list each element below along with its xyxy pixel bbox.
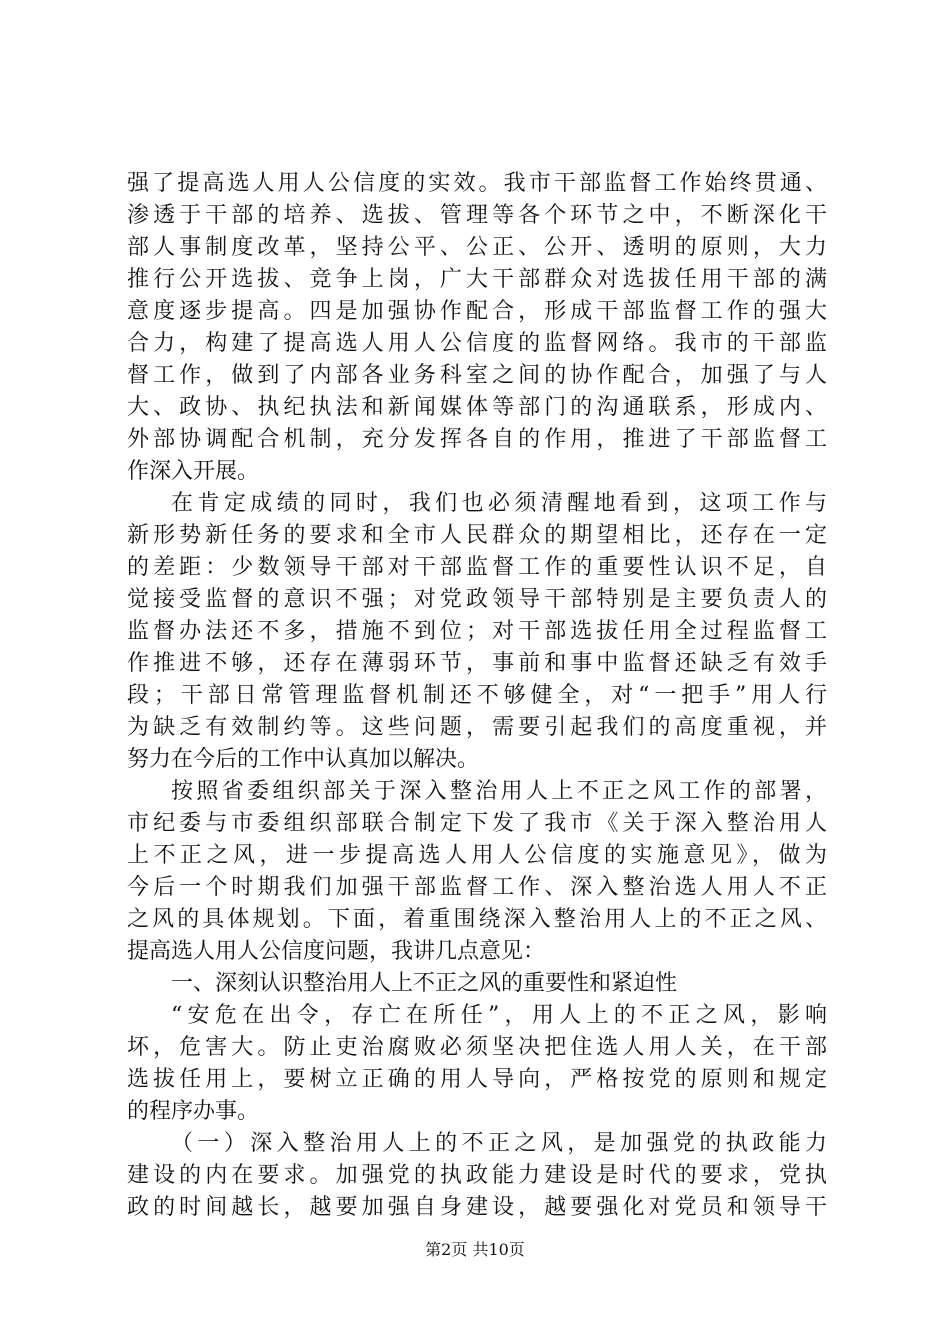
text-line: 渗透于干部的培养、选拔、管理等各个环节之中，不断深化干 <box>127 203 827 228</box>
text-line: 作推进不够，还存在薄弱环节，事前和事中监督还缺乏有效手 <box>127 651 827 676</box>
text-line: 市纪委与市委组织部联合制定下发了我市《关于深入整治用人 <box>127 811 827 836</box>
section-heading: 一、深刻认识整治用人上不正之风的重要性和紧迫性 <box>171 971 678 996</box>
text-line: 的差距：少数领导干部对干部监督工作的重要性认识不足，自 <box>127 555 827 580</box>
text-line: 政的时间越长，越要加强自身建设，越要强化对党员和领导干 <box>127 1195 827 1220</box>
text-line: 之风的具体规划。下面，着重围绕深入整治用人上的不正之风、 <box>127 907 827 932</box>
text-line: 大、政协、执纪执法和新闻媒体等部门的沟通联系，形成内、 <box>127 395 827 420</box>
text-line: “安危在出令，存亡在所任”，用人上的不正之风，影响 <box>171 1003 827 1028</box>
text-line: 段；干部日常管理监督机制还不够健全，对“一把手”用人行 <box>127 683 827 708</box>
text-line: 为缺乏有效制约等。这些问题，需要引起我们的高度重视，并 <box>127 715 827 740</box>
text-line: 新形势新任务的要求和全市人民群众的期望相比，还存在一定 <box>127 523 827 548</box>
text-line: 督工作，做到了内部各业务科室之间的协作配合，加强了与人 <box>127 363 827 388</box>
text-line: 坏，危害大。防止吏治腐败必须坚决把住选人用人关，在干部 <box>127 1035 827 1060</box>
text-line: 强了提高选人用人公信度的实效。我市干部监督工作始终贯通、 <box>127 171 827 196</box>
text-line: 的程序办事。 <box>127 1099 260 1124</box>
text-line: 合力，构建了提高选人用人公信度的监督网络。我市的干部监 <box>127 331 827 356</box>
paragraph <box>127 1128 827 1224</box>
page-footer: 第2页 共10页 <box>425 1240 525 1259</box>
text-line: 监督办法还不多，措施不到位；对干部选拔任用全过程监督工 <box>127 619 827 644</box>
paragraph <box>127 1000 827 1128</box>
text-line: 觉接受监督的意识不强；对党政领导干部特别是主要负责人的 <box>127 587 827 612</box>
text-line: 建设的内在要求。加强党的执政能力建设是时代的要求，党执 <box>127 1163 827 1188</box>
paragraph <box>127 776 827 968</box>
text-line: 推行公开选拔、竞争上岗，广大干部群众对选拔任用干部的满 <box>127 267 827 292</box>
text-line: 意度逐步提高。四是加强协作配合，形成干部监督工作的强大 <box>127 299 827 324</box>
text-line: 部人事制度改革，坚持公平、公正、公开、透明的原则，大力 <box>127 235 827 260</box>
text-line: 选拔任用上，要树立正确的用人导向，严格按党的原则和规定 <box>127 1067 827 1092</box>
paragraph <box>127 168 827 488</box>
text-line: 提高选人用人公信度问题，我讲几点意见： <box>127 939 546 964</box>
text-line: （一）深入整治用人上的不正之风，是加强党的执政能力 <box>171 1131 827 1156</box>
text-line: 上不正之风，进一步提高选人用人公信度的实施意见》，做为 <box>127 843 827 868</box>
paragraph <box>127 488 827 776</box>
text-line: 在肯定成绩的同时，我们也必须清醒地看到，这项工作与 <box>171 491 827 516</box>
text-line: 按照省委组织部关于深入整治用人上不正之风工作的部署， <box>171 779 827 804</box>
text-line: 作深入开展。 <box>127 459 260 484</box>
text-line: 外部协调配合机制，充分发挥各自的作用，推进了干部监督工 <box>127 427 827 452</box>
text-line: 今后一个时期我们加强干部监督工作、深入整治选人用人不正 <box>127 875 827 900</box>
text-line: 努力在今后的工作中认真加以解决。 <box>127 747 480 772</box>
document-body <box>127 168 827 1224</box>
